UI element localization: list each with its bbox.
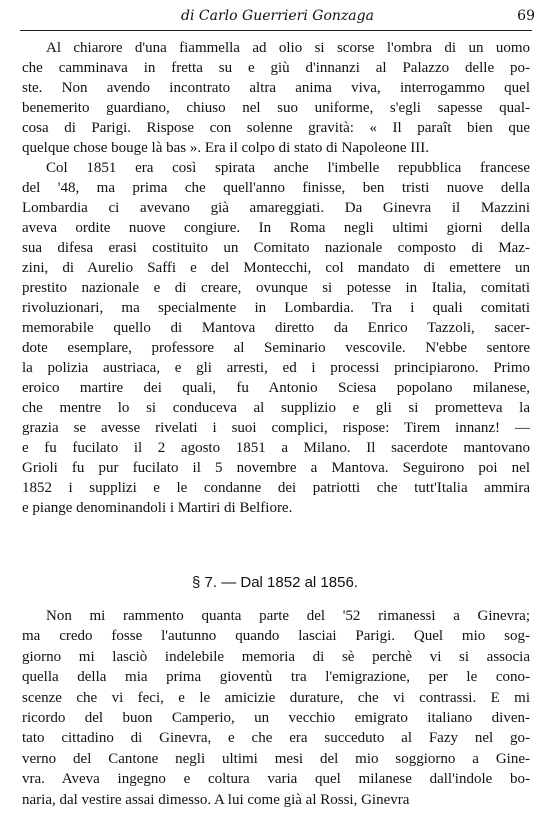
text-line: ricordo del buon Camperio, un vecchio emigrato italiano diven- <box>22 710 530 727</box>
text-line: del '48, ma prima che quell'anno finisse, ben tristi nuove della <box>22 180 530 196</box>
text-line: e fu fucilato il 2 agosto 1851 a Milano. Il sacerdote mantovano <box>22 440 530 456</box>
text-line: ma credo fosse l'autunno quando lasciai Parigi. Quel mio sog- <box>22 628 530 645</box>
text-line: quelque chose bouge là bas ». Era il colpo di stato di Napoleone III. <box>22 140 429 156</box>
text-line: cosa di Parigi. Rispose con solenne gravità: « Il paraît bien que <box>22 120 530 136</box>
text-line: Col 1851 era così spirata anche l'imbelle repubblica francese <box>46 160 530 176</box>
text-line: eroico martire dei quali, fu Antonio Sciesa popolano milanese, <box>22 380 530 396</box>
text-line: quella della mia prima gioventù tra l'emigrazione, per le cono- <box>22 669 530 686</box>
text-line: giorno mi lasciò indelebile memoria di sè perchè vi si associa <box>22 648 530 665</box>
text-line: scenze che vi feci, e le amicizie durature, che vi contrassi. E mi <box>22 689 530 706</box>
text-line: verno del Cantone negli ultimi mesi del mio soggiorno a Gine- <box>22 750 530 767</box>
text-line: Al chiarore d'una fiammella ad olio si scorse l'ombra di un uomo <box>46 40 530 56</box>
text-line: benemerito guardiano, chiuso nel suo uniforme, s'egli sapesse qual- <box>22 100 530 116</box>
text-line: prestito nazionale e di creare, ovunque si potesse in Italia, comitati <box>22 280 530 296</box>
header-rule <box>20 30 532 31</box>
text-line: che mentre lo si conduceva al supplizio e gli si prometteva la <box>22 400 530 416</box>
text-line: vra. Aveva ingegno e coltura varia quel milanese dall'indole bo- <box>22 771 530 788</box>
text-line: Non mi rammento quanta parte del '52 rimanessi a Ginevra; <box>46 608 530 624</box>
text-line: sua difesa erasi costituito un Comitato nazionale composto di Maz- <box>22 240 530 256</box>
text-line: Lombardia ci avevano già amareggiati. Da Ginevra il Mazzini <box>22 200 530 216</box>
text-line: naria, dal vestire assai dimesso. A lui come già al Rossi, Ginevra <box>22 791 410 808</box>
page-header <box>20 8 535 32</box>
text-line: ste. Non avendo incontrato altra anima viva, interrogammo quel <box>22 80 530 96</box>
text-line: che camminava in fretta su e giù d'innanzi al Palazzo delle po- <box>22 60 530 76</box>
body-text-bottom <box>22 606 530 810</box>
text-line: grazia se avesse rivelati i suoi complici, rispose: Tirem innanz! — <box>22 420 530 436</box>
page-number: 69 <box>517 8 535 24</box>
running-title: di Carlo Guerrieri Gonzaga <box>181 8 374 24</box>
text-line: tato cittadino di Ginevra, e che era succeduto al Fazy nel go- <box>22 730 530 747</box>
text-line: la polizia austriaca, e gli arresti, ed i processi principiarono. Primo <box>22 360 530 376</box>
section-title: § 7. — Dal 1852 al 1856. <box>192 574 358 591</box>
text-line: rivoluzionari, ma specialmente in Lombardia. Tra i quali comitati <box>22 300 530 316</box>
text-line: memorabile quello di Mantova diretto da Enrico Tazzoli, sacer- <box>22 320 530 336</box>
text-line: Grioli fu pur fucilato il 5 novembre a Mantova. Seguirono poi nel <box>22 460 530 476</box>
text-line: aveva ordite nuove congiure. In Roma negli ultimi giorni della <box>22 220 530 236</box>
body-text-top <box>22 38 530 518</box>
text-line: e piange denominandoli i Martiri di Belfiore. <box>22 500 293 516</box>
text-line: dote esemplare, professore al Seminario vescovile. N'ebbe sentore <box>22 340 530 356</box>
text-line: zini, di Aurelio Saffi e del Montecchi, col mandato di emettere un <box>22 260 530 276</box>
text-line: 1852 i supplizi e le condanne dei patriotti che tutt'Italia ammira <box>22 480 530 496</box>
